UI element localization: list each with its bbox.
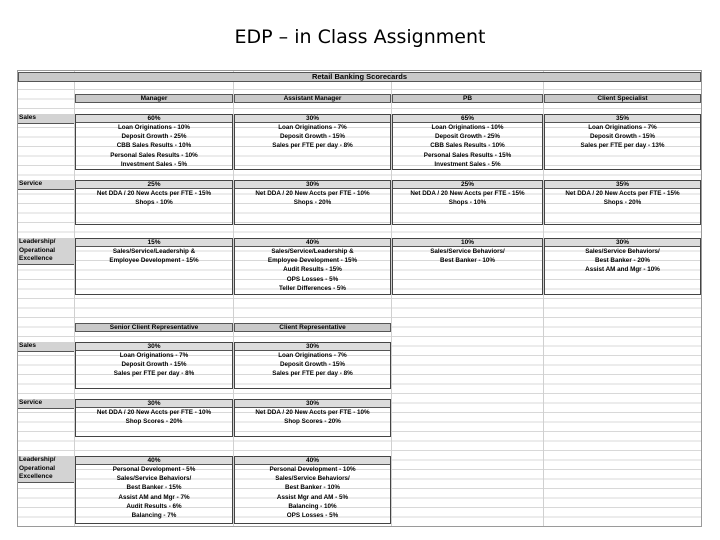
top-pct-2-1: 40% <box>235 239 390 247</box>
top-item-2-1-4: Teller Differences - 5% <box>278 284 347 292</box>
bottom-item-1-0-0: Net DDA / 20 New Accts per FTE - 10% <box>96 409 212 416</box>
bottom-item-0-1-1: Deposit Growth - 15% <box>279 361 346 369</box>
bottom-label-0: Sales <box>18 342 74 352</box>
bottom-label-2: Leadership/ Operational Excellence <box>18 456 74 483</box>
top-item-1-1-1: Shops - 20% <box>293 199 332 207</box>
top-pct-1-1: 30% <box>235 181 390 189</box>
top-item-1-3-1: Shops - 20% <box>603 199 642 207</box>
top-pct-1-3: 35% <box>545 181 700 189</box>
sheet-title: Retail Banking Scorecards <box>18 72 701 82</box>
top-item-2-3-1: Best Banker - 20% <box>595 257 650 265</box>
bottom-item-2-1-5: OPS Losses - 5% <box>286 512 339 519</box>
top-item-2-1-0: Sales/Service/Leadership & <box>271 248 354 255</box>
bottom-item-0-0-2: Sales per FTE per day - 8% <box>113 370 195 378</box>
top-item-2-2-1: Best Banker - 10% <box>440 257 495 265</box>
top-item-0-2-2: CBB Sales Results - 10% <box>430 142 505 150</box>
top-item-0-2-3: Personal Sales Results - 15% <box>423 151 512 159</box>
top-item-2-3-2: Assist AM and Mgr - 10% <box>585 266 660 274</box>
bottom-item-2-0-5: Balancing - 7% <box>131 512 177 519</box>
role-header-1: Assistant Manager <box>234 94 391 103</box>
top-item-0-0-4: Investment Sales - 5% <box>120 160 188 168</box>
top-pct-0-3: 35% <box>545 115 700 123</box>
bottom-item-2-0-0: Personal Development - 5% <box>112 466 196 473</box>
bottom-item-2-0-4: Audit Results - 6% <box>126 502 182 510</box>
role-header-0: Manager <box>75 94 233 103</box>
top-item-1-1-0: Net DDA / 20 New Accts per FTE - 10% <box>255 190 370 197</box>
role-header-2: PB <box>392 94 543 103</box>
top-item-0-2-1: Deposit Growth - 25% <box>434 133 501 141</box>
top-item-0-3-0: Loan Originations - 7% <box>588 124 657 131</box>
top-item-2-2-0: Sales/Service Behaviors/ <box>430 248 505 255</box>
bottom-item-2-1-3: Assist Mgr and AM - 5% <box>276 493 349 501</box>
top-item-1-3-0: Net DDA / 20 New Accts per FTE - 15% <box>565 190 680 197</box>
top-label-0: Sales <box>18 114 74 124</box>
bottom-item-2-0-1: Sales/Service Behaviors/ <box>116 475 192 483</box>
bottom-item-2-1-0: Personal Development - 10% <box>269 466 356 473</box>
top-item-0-0-1: Deposit Growth - 25% <box>121 133 187 141</box>
top-item-2-1-1: Employee Development - 15% <box>267 257 358 265</box>
top-pct-0-0: 60% <box>76 115 232 123</box>
top-item-0-3-2: Sales per FTE per day - 13% <box>580 142 665 150</box>
bottom-pct-0-0: 30% <box>76 343 232 351</box>
top-item-0-0-2: CBB Sales Results - 10% <box>116 142 192 150</box>
role-header-bottom-0: Senior Client Representative <box>75 323 233 332</box>
bottom-pct-2-1: 40% <box>235 457 390 465</box>
top-item-1-0-0: Net DDA / 20 New Accts per FTE - 15% <box>96 190 212 197</box>
top-item-0-0-3: Personal Sales Results - 10% <box>110 151 198 159</box>
bottom-item-2-1-4: Balancing - 10% <box>288 502 337 510</box>
bottom-item-0-0-0: Loan Originations - 7% <box>119 352 189 359</box>
top-pct-2-0: 15% <box>76 239 232 247</box>
top-item-2-1-3: OPS Losses - 5% <box>286 275 339 283</box>
top-item-0-3-1: Deposit Growth - 15% <box>589 133 656 141</box>
top-item-2-0-1: Employee Development - 15% <box>109 257 199 265</box>
bottom-item-1-1-0: Net DDA / 20 New Accts per FTE - 10% <box>255 409 370 416</box>
top-item-2-0-0: Sales/Service/Leadership & <box>112 248 196 255</box>
top-item-0-2-0: Loan Originations - 10% <box>431 124 504 131</box>
bottom-item-2-1-1: Sales/Service Behaviors/ <box>275 475 350 483</box>
top-label-2: Leadership/ Operational Excellence <box>18 238 74 265</box>
bottom-pct-1-0: 30% <box>76 400 232 408</box>
top-pct-1-2: 25% <box>393 181 542 189</box>
top-item-2-3-0: Sales/Service Behaviors/ <box>585 248 660 255</box>
top-item-2-1-2: Audit Results - 15% <box>283 266 342 274</box>
bottom-item-2-0-2: Best Banker - 15% <box>126 484 182 492</box>
bottom-label-1: Service <box>18 399 74 409</box>
top-item-0-1-1: Deposit Growth - 15% <box>279 133 346 141</box>
bottom-item-0-1-2: Sales per FTE per day - 8% <box>272 370 353 378</box>
top-item-0-2-4: Investment Sales - 5% <box>434 160 501 168</box>
top-pct-0-1: 30% <box>235 115 390 123</box>
bottom-item-2-1-2: Best Banker - 10% <box>285 484 340 492</box>
role-header-3: Client Specialist <box>544 94 701 103</box>
bottom-item-1-1-1: Shop Scores - 20% <box>284 418 341 426</box>
bottom-item-1-0-1: Shop Scores - 20% <box>125 418 183 426</box>
top-pct-0-2: 65% <box>393 115 542 123</box>
bottom-pct-2-0: 40% <box>76 457 232 465</box>
bottom-item-0-0-1: Deposit Growth - 15% <box>121 361 187 369</box>
top-item-0-1-2: Sales per FTE per day - 8% <box>272 142 353 150</box>
top-item-0-1-0: Loan Originations - 7% <box>278 124 347 131</box>
top-pct-2-3: 30% <box>545 239 700 247</box>
top-item-0-0-0: Loan Originations - 10% <box>117 124 191 131</box>
bottom-pct-1-1: 30% <box>235 400 390 408</box>
role-header-bottom-1: Client Representative <box>234 323 391 332</box>
bottom-pct-0-1: 30% <box>235 343 390 351</box>
top-item-1-2-1: Shops - 10% <box>448 199 487 207</box>
bottom-item-2-0-3: Assist AM and Mgr - 7% <box>118 493 190 501</box>
top-item-1-2-0: Net DDA / 20 New Accts per FTE - 15% <box>410 190 525 197</box>
top-pct-2-2: 10% <box>393 239 542 247</box>
scorecard-spreadsheet <box>17 70 702 527</box>
top-label-1: Service <box>18 180 74 190</box>
bottom-item-0-1-0: Loan Originations - 7% <box>278 352 347 359</box>
top-pct-1-0: 25% <box>76 181 232 189</box>
top-item-1-0-1: Shops - 10% <box>135 199 173 207</box>
slide-title: EDP – in Class Assignment <box>234 26 486 48</box>
